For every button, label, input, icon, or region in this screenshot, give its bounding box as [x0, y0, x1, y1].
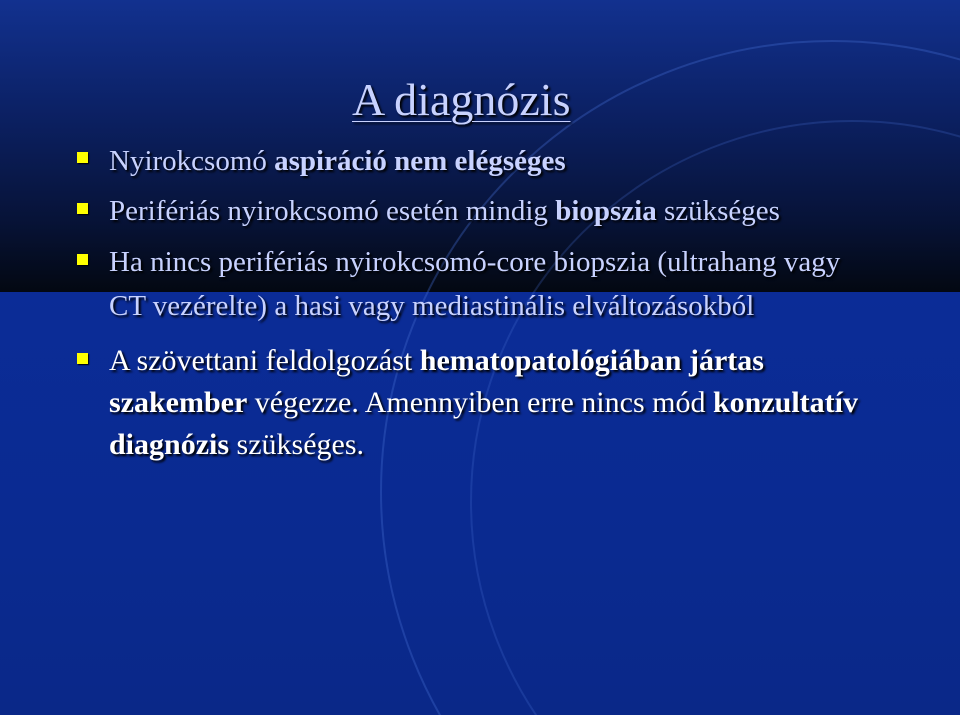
square-bullet-icon: [77, 203, 88, 214]
bullet-text: szükséges.: [229, 428, 365, 461]
bullet-text: szükséges: [656, 195, 780, 227]
bullet-text: A szövettani feldolgozást: [109, 344, 420, 377]
bullet-list: [0, 138, 960, 466]
bullet-text-bold: aspiráció nem elégséges: [274, 145, 566, 177]
slide-title: A diagnózis: [352, 74, 571, 125]
bullet-item: [0, 240, 869, 328]
bullet-text: végezze. Amennyiben erre nincs mód: [247, 386, 713, 419]
square-bullet-icon: [77, 254, 88, 265]
square-bullet-icon: [77, 353, 88, 364]
bullet-item: [0, 189, 869, 233]
bullet-text-bold: biopszia: [555, 195, 657, 227]
bullet-text-bold: konzultatív diagnózis: [109, 386, 858, 461]
bullet-text: Ha nincs perifériás nyirokcsomó-core biopszia (ultrahang vagy CT vezérelte) a hasi vagy mediastinális elváltozásokból: [109, 246, 841, 322]
bullet-item: [0, 340, 899, 466]
bullet-text: Perifériás nyirokcsomó esetén mindig: [109, 195, 556, 227]
bullet-text: Nyirokcsomó: [109, 145, 275, 177]
square-bullet-icon: [77, 152, 88, 163]
bullet-text-bold: hematopatológiában jártas szakember: [109, 344, 764, 419]
bullet-item: [0, 138, 869, 184]
